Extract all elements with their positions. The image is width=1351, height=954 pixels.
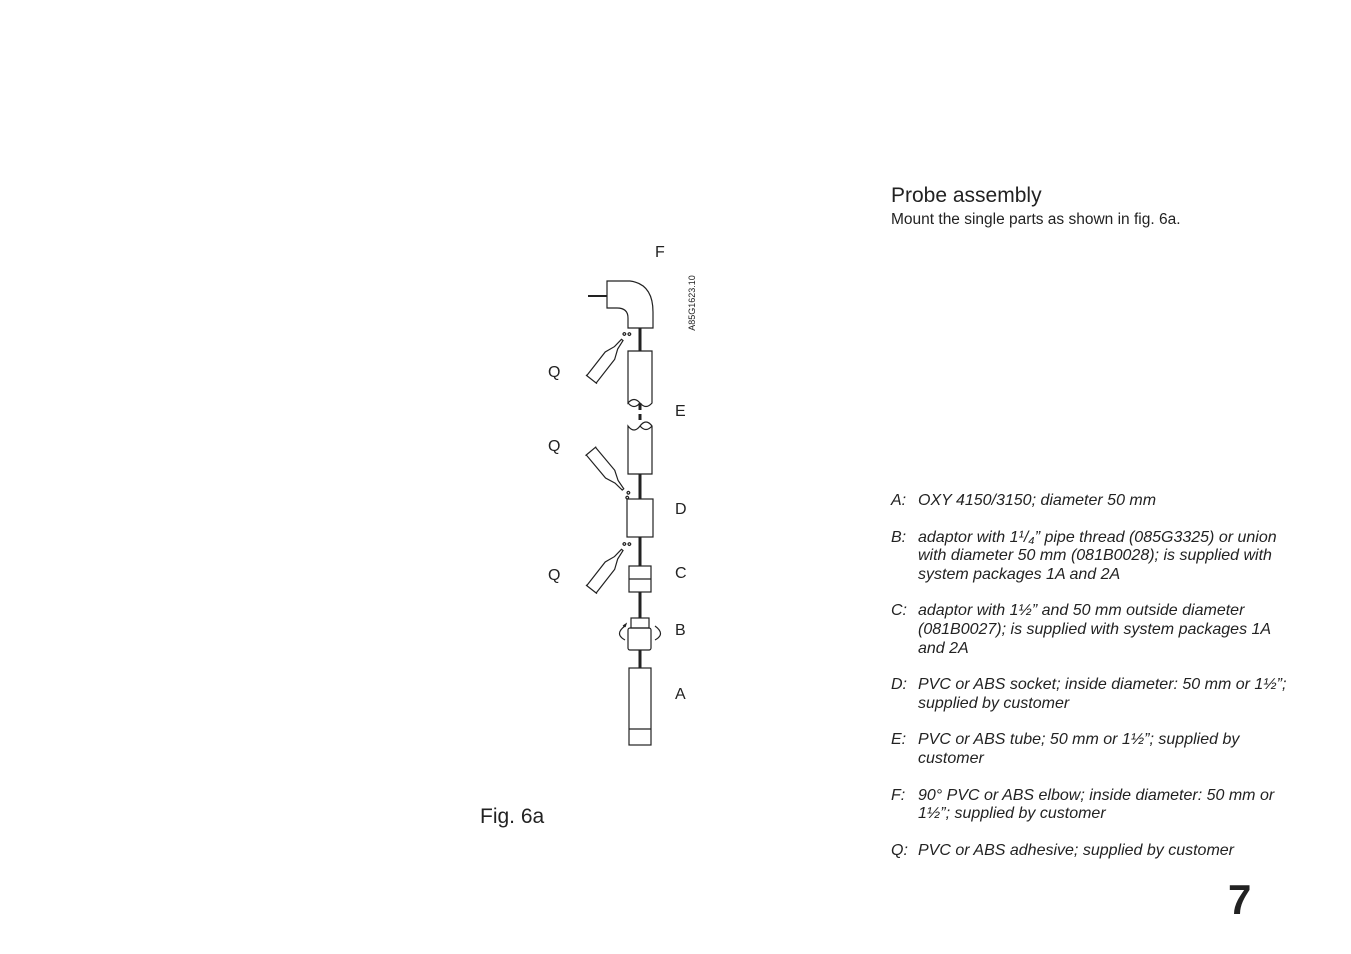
- label-b: B: [675, 622, 686, 639]
- socket-d: [627, 499, 653, 537]
- legend-text: OXY 4150/3150; diameter 50 mm: [918, 492, 1157, 509]
- legend-key: C:: [891, 602, 907, 620]
- legend-key: F:: [891, 786, 906, 804]
- legend-item: [891, 731, 1291, 768]
- legend-key: E:: [891, 731, 907, 749]
- label-f: F: [655, 244, 665, 261]
- label-d: D: [675, 501, 687, 518]
- legend-item: [891, 602, 1291, 658]
- legend-item: [891, 492, 1291, 511]
- legend-item: [891, 787, 1291, 824]
- legend-text: adaptor with 1¹/₄” pipe thread (085G3325) or union with diameter 50 mm (081B0028); is supplied with system packages 1A and 2A: [918, 528, 1277, 583]
- tube-e: [628, 351, 652, 474]
- legend-item: [891, 842, 1291, 861]
- legend-text: PVC or ABS adhesive; supplied by customer: [918, 841, 1235, 859]
- label-a: A: [675, 686, 686, 703]
- legend-text: 90° PVC or ABS elbow; inside diameter: 50 mm or 1½”; supplied by customer: [918, 786, 1275, 823]
- adaptor-b: [620, 618, 661, 650]
- legend-key: B:: [891, 528, 907, 546]
- legend-text: PVC or ABS tube; 50 mm or 1½”; supplied by customer: [918, 731, 1240, 767]
- legend-key: A:: [891, 492, 907, 509]
- label-c: C: [675, 565, 687, 582]
- legend-text: adaptor with 1½” and 50 mm outside diameter (081B0027); is supplied with system packages 1A and 2A: [918, 602, 1271, 657]
- elbow-f: [588, 281, 653, 328]
- label-q: Q: [548, 364, 561, 381]
- label-q: Q: [548, 438, 561, 455]
- parts-legend: [891, 492, 1291, 878]
- figure-caption: Fig. 6a: [480, 805, 545, 828]
- adaptor-c: [629, 566, 651, 592]
- adhesive-tube-icon: [586, 328, 634, 384]
- legend-key: Q:: [891, 841, 908, 859]
- probe-a: [629, 668, 651, 745]
- section-intro: Mount the single parts as shown in fig. 6a.: [891, 211, 1181, 228]
- label-q: Q: [548, 567, 561, 584]
- legend-text: PVC or ABS socket; inside diameter: 50 mm or 1½”; supplied by customer: [918, 676, 1287, 712]
- legend-item: [891, 676, 1291, 713]
- legend-item: [891, 529, 1291, 585]
- drawing-code: A85G1623.10: [686, 275, 697, 331]
- section-title: Probe assembly: [891, 184, 1042, 207]
- legend-key: D:: [891, 676, 907, 694]
- label-e: E: [675, 403, 686, 420]
- adhesive-tube-icon: [586, 538, 634, 594]
- page-number: 7: [1228, 876, 1252, 923]
